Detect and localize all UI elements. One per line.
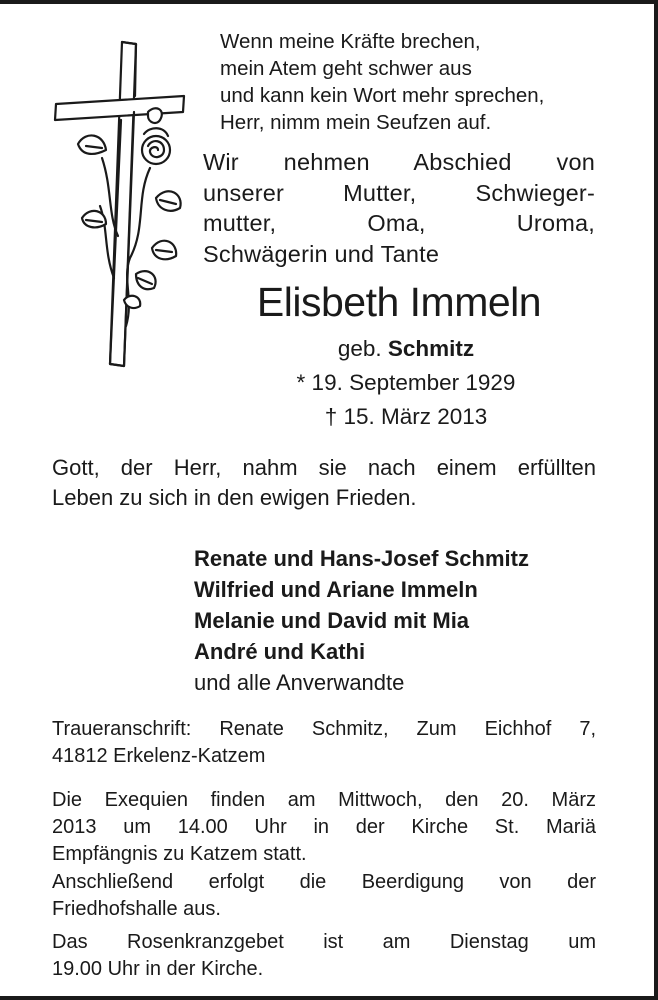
farewell-line: unserer Mutter, Schwieger- — [203, 179, 595, 206]
service-line: 2013 um 14.00 Uhr in der Kirche St. Mariä — [52, 816, 596, 838]
death-date: † 15. März 2013 — [324, 404, 488, 429]
birth-name-line — [210, 334, 602, 364]
cross-with-rose-icon — [52, 38, 192, 368]
mourners-list — [194, 543, 614, 698]
deceased-name: Elisbeth Immeln — [256, 279, 542, 325]
poem-line: mein Atem geht schwer aus — [220, 57, 472, 80]
closing-text — [52, 453, 596, 513]
rosary-line: Das Rosenkranzgebet ist am Dienstag um — [52, 931, 596, 953]
farewell-line: Schwägerin und Tante — [203, 240, 440, 267]
burial-line: Anschließend erfolgt die Beerdigung von der — [52, 871, 596, 893]
closing-line: Gott, der Herr, nahm sie nach einem erfüllten — [52, 455, 596, 480]
funeral-service-info — [52, 787, 596, 868]
relatives-line: und alle Anverwandte — [194, 670, 405, 695]
border-top — [0, 0, 658, 4]
address-line: Traueranschrift: Renate Schmitz, Zum Eichhof 7, — [52, 718, 596, 740]
burial-line: Friedhofshalle aus. — [52, 898, 221, 920]
poem-line: Wenn meine Kräfte brechen, — [220, 30, 481, 53]
burial-info — [52, 869, 596, 923]
mourner-name: Wilfried und Ariane Immeln — [194, 577, 478, 602]
closing-line: Leben zu sich in den ewigen Frieden. — [52, 485, 417, 510]
birth-name: Schmitz — [387, 336, 475, 361]
address-line: 41812 Erkelenz-Katzem — [52, 745, 266, 767]
mourner-name: André und Kathi — [194, 639, 366, 664]
mourner-name: Renate und Hans-Josef Schmitz — [194, 546, 529, 571]
rosary-info — [52, 929, 596, 983]
service-line: Empfängnis zu Katzem statt. — [52, 843, 307, 865]
border-right — [654, 0, 658, 1000]
farewell-text — [203, 147, 595, 269]
border-bottom — [0, 996, 658, 1000]
poem-line: Herr, nimm mein Seufzen auf. — [220, 111, 492, 134]
farewell-line: mutter, Oma, Uroma, — [203, 210, 595, 236]
poem-line: und kann kein Wort mehr sprechen, — [220, 84, 545, 107]
rosary-line: 19.00 Uhr in der Kirche. — [52, 958, 264, 980]
birth-name-prefix: geb. — [337, 336, 382, 361]
birth-date: * 19. September 1929 — [296, 370, 516, 395]
mourning-address — [52, 716, 596, 770]
mourner-name: Melanie und David mit Mia — [194, 608, 470, 633]
service-line: Die Exequien finden am Mittwoch, den 20. März — [52, 789, 596, 811]
poem-verse — [220, 28, 620, 136]
farewell-line: Wir nehmen Abschied von — [203, 149, 595, 175]
